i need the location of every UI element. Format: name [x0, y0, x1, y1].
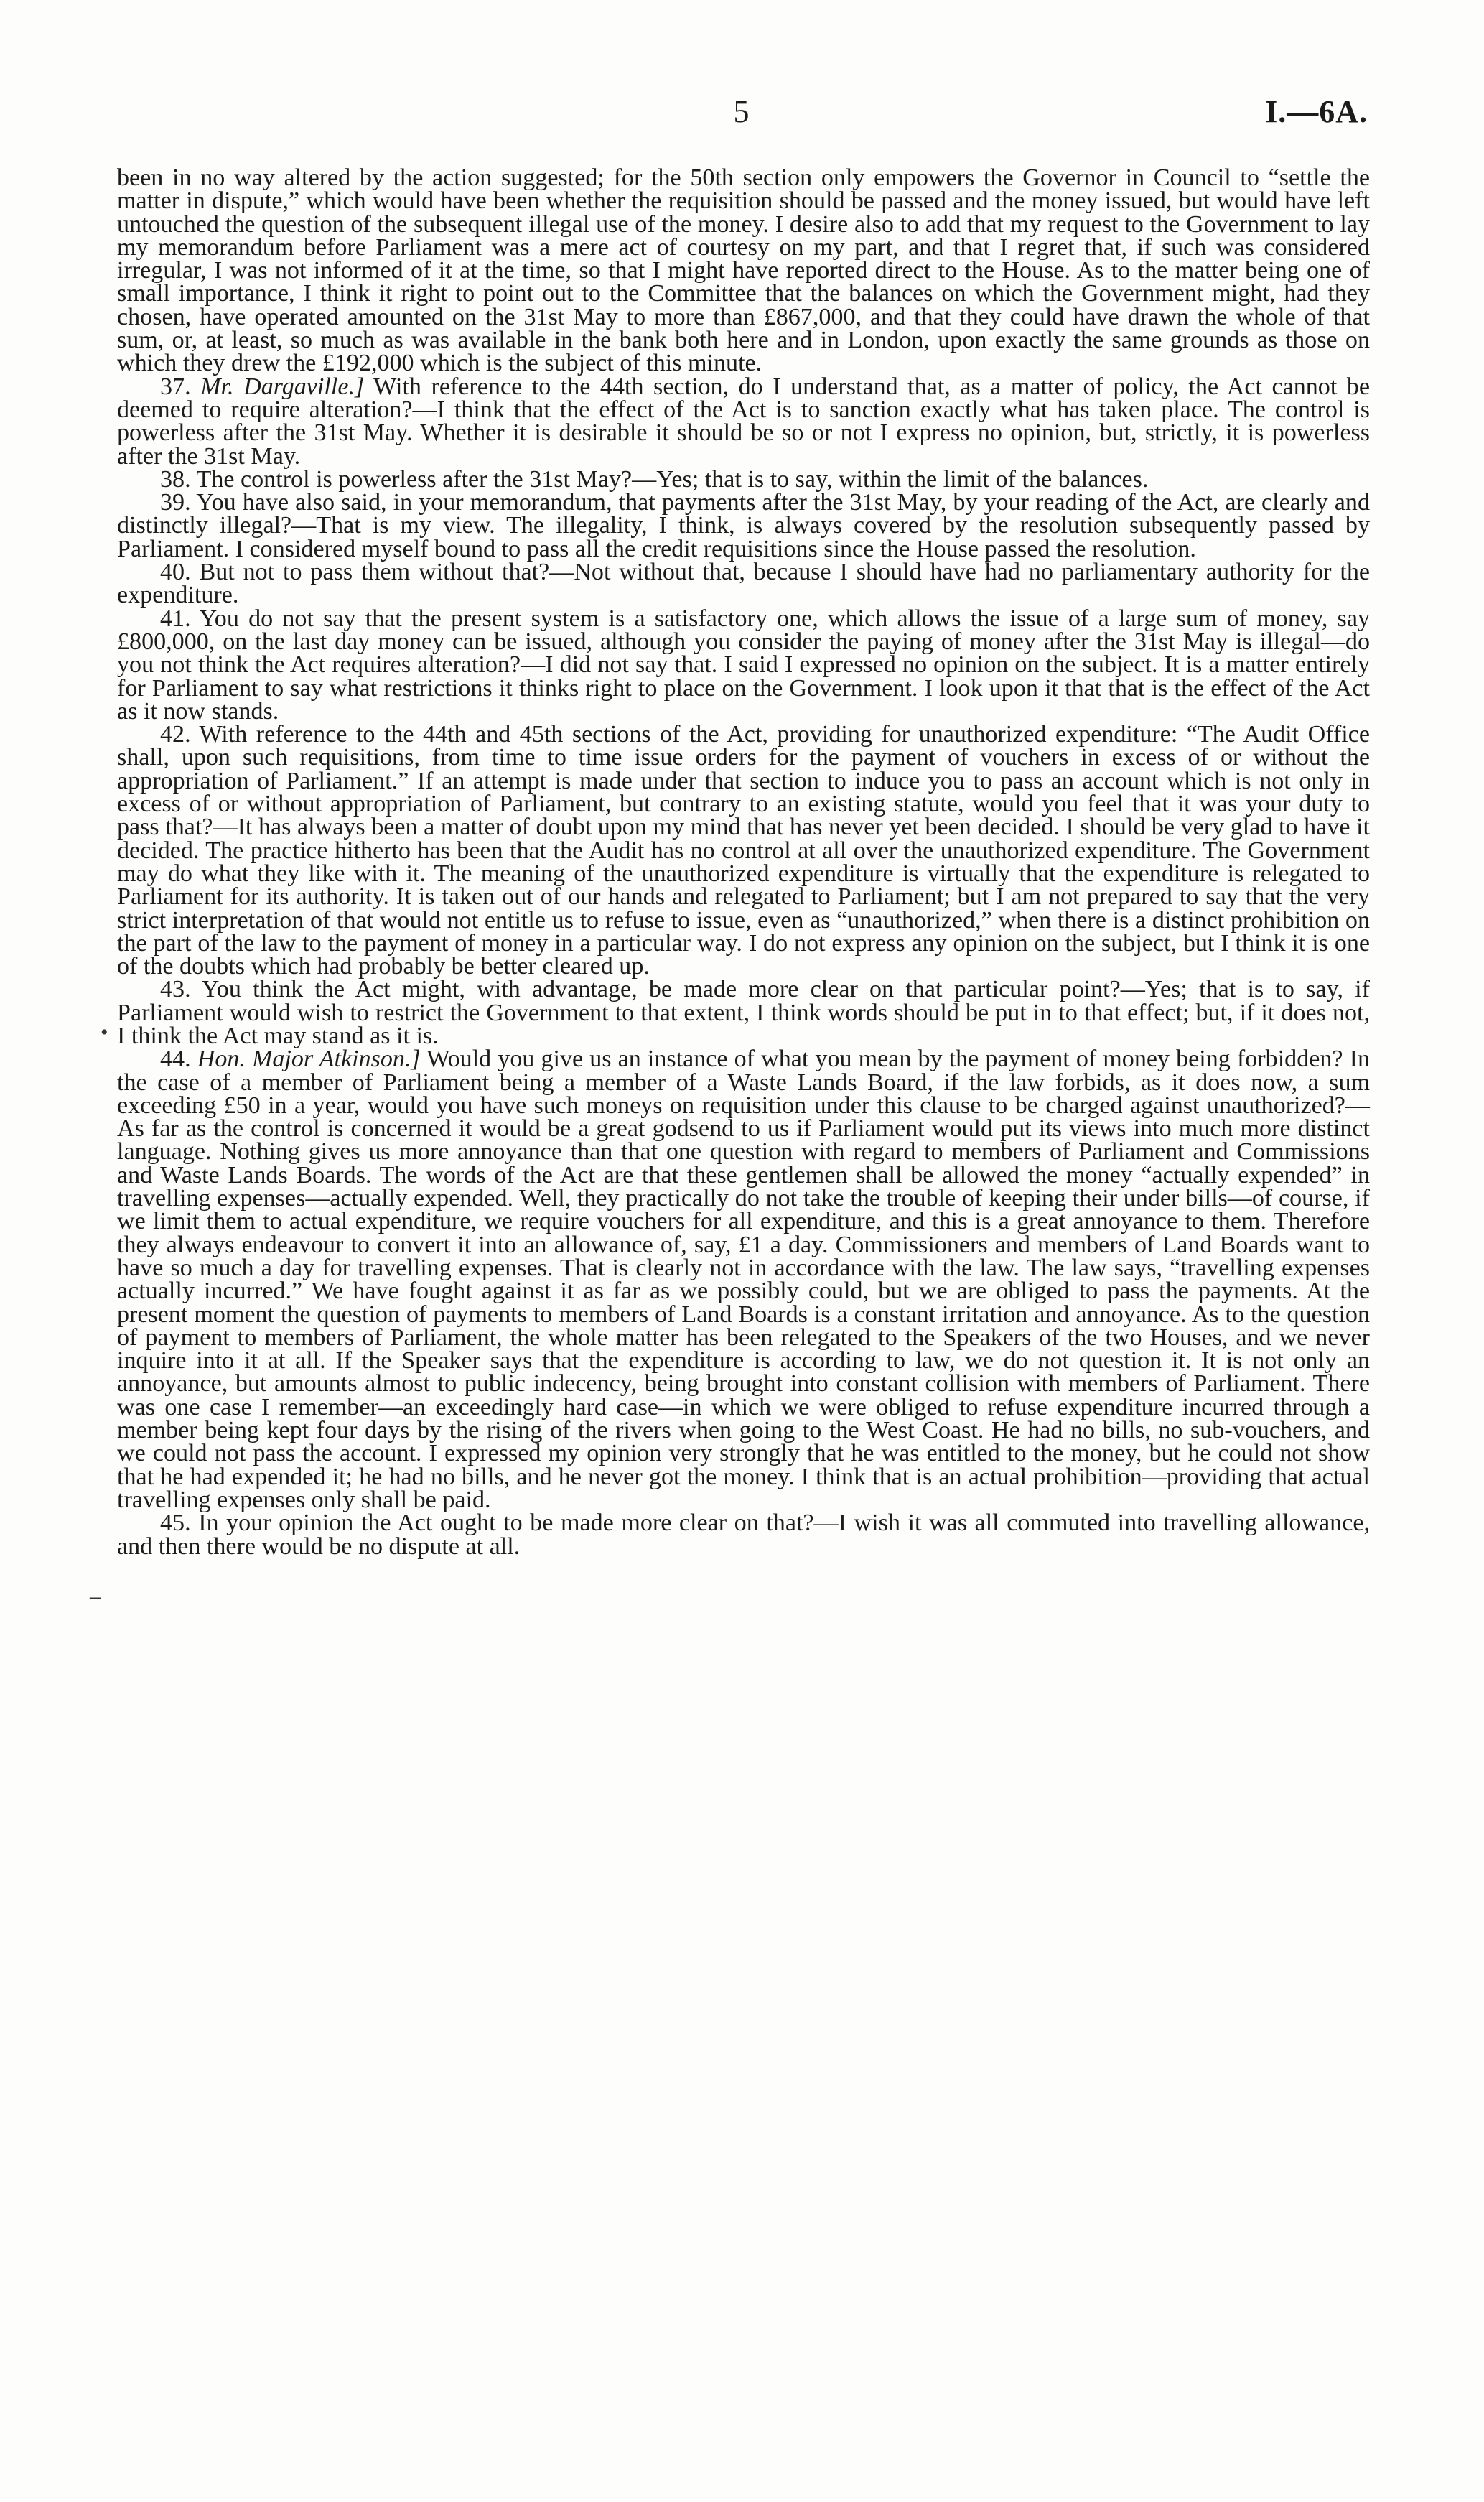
paragraph-text: You think the Act might, with advantage, be made more clear on that particular point?—Yes; that is to say, if Parliament would wish to restrict the Government to that extent, I think words should be put in to that effect; but, if it does not, I think the Act may stand as it is. — [117, 976, 1370, 1049]
paragraph-text: The control is powerless after the 31st May?—Yes; that is to say, within the limit of the balances. — [196, 465, 1149, 493]
paragraph-text: been in no way altered by the action suggested; for the 50th section only empowers the Governor in Council to “settle the matter in dispute,” which would have been whether the requisition should be passed and the money issued, but would have left untouched the question of the subsequent illegal use of the money. I desire also to add that my request to the Government to lay my memorandum before Parliament was a mere act of courtesy on my part, and that I regret that, if such was considered irregular, I was not informed of it at the time, so that I might have reported direct to the House. As to the matter being one of small importance, I think it right to point out to the Committee that the balances on which the Government might, had they chosen, have operated amounted on the 31st May to more than £867,000, and that they could have drawn the whole of that sum, or, at least, so much as was available in the bank both here and in London, upon exactly the same grounds as those on which they drew the £192,000 which is the subject of this minute. — [117, 164, 1370, 377]
paragraph-44 — [117, 1048, 1370, 1512]
document-reference: I.—6A. — [1265, 94, 1368, 129]
question-number: 39. — [160, 489, 191, 516]
speaker-name: Hon. Major Atkinson.] — [197, 1046, 421, 1073]
paragraph-42 — [117, 723, 1370, 978]
margin-dash-mark: – — [90, 1584, 101, 1608]
margin-dot-mark: • — [101, 1020, 108, 1044]
page-header — [115, 93, 1368, 136]
question-number: 44. — [160, 1046, 191, 1073]
paragraph-45 — [117, 1512, 1370, 1558]
question-number: 38. — [160, 465, 191, 493]
paragraph-text: With reference to the 44th section, do I understand that, as a matter of policy, the Act cannot be deemed to require alteration?—I think that the effect of the Act is to sanction exactly what has taken place. The control is powerless after the 31st May. Whether it is desirable it should be so or not I express no opinion, but, strictly, it is powerless after the 31st May. — [117, 373, 1370, 470]
question-number: 42. — [160, 721, 191, 748]
question-number: 43. — [160, 976, 191, 1003]
page-number: 5 — [733, 94, 750, 129]
speaker-name: Mr. Dargaville.] — [200, 373, 365, 400]
paragraph-text: You do not say that the present system is a satisfactory one, which allows the issue of a large sum of money, say £800,000, on the last day money can be issued, although you consider the paying of money after the 31st May is illegal—do you not think the Act requires alteration?—I did not say that. I said I expressed no opinion on the subject. It is a matter entirely for Parliament to say what restrictions it thinks right to place on the Government. I look upon it that that is the effect of the Act as it now stands. — [117, 605, 1370, 725]
paragraph-text: In your opinion the Act ought to be made more clear on that?—I wish it was all commuted into travelling allowance, and then there would be no dispute at all. — [117, 1510, 1370, 1560]
paragraph-38 — [117, 465, 1370, 493]
question-number: 41. — [160, 605, 191, 632]
paragraph-text: But not to pass them without that?—Not without that, because I should have had no parliamentary authority for the expenditure. — [117, 559, 1370, 609]
body-text — [117, 164, 1371, 1560]
question-number: 37. — [160, 373, 191, 400]
question-number: 40. — [160, 559, 191, 586]
paragraph-text: Would you give us an instance of what you mean by the payment of money being forbidden? In the case of a member of Parliament being a member of a Waste Lands Board, if the law forbids, as it does now, a sum exceeding £50 in a year, would you have such moneys on requisition under this clause to be charged against unauthorized?—As far as the control is concerned it would be a great godsend to us if Parliament would put its views into much more distinct language. Nothing gives us more annoyance than that one question with regard to members of Parliament and Commissions and Waste Lands Boards. The words of the Act are that these gentlemen shall be allowed the money “actually expended” in travelling expenses—actually expended. Well, they practically do not take the trouble of keeping their under bills—of course, if we limit them to actual expenditure, we require vouchers for all expenditure, and this is a great annoyance to them. Therefore they always endeavour to convert it into an allowance of, say, £1 a day. Commissioners and members of Land Boards want to have so much a day for travelling expenses. That is clearly not in accordance with the law. The law says, “travelling expenses actually incurred.” We have fought against it as far as we possibly could, but we are obliged to pass the payments. At the present moment the question of payments to members of Land Boards is a constant irritation and annoyance. As to the question of payment to members of Parliament, the whole matter has been relegated to the Speakers of the two Houses, and we never inquire into it at all. If the Speaker says that the expenditure is according to law, we do not question it. It is not only an annoyance, but amounts almost to public indecency, being brought into constant collision with members of Parliament. There was one case I remember—an exceedingly hard case—in which we were obliged to refuse expenditure incurred through a member being kept four days by the rising of the rivers when going to the West Coast. He had no bills, no sub-vouchers, and we could not pass the account. I expressed my opinion very strongly that he was entitled to the money, but he could not show that he had expended it; he had no bills, and he never got the money. I think that is an actual prohibition—providing that actual travelling expenses only shall be paid. — [117, 1046, 1371, 1513]
paragraph-text: With reference to the 44th and 45th sections of the Act, providing for unauthorized expenditure: “The Audit Office shall, upon such requisitions, from time to time issue orders for the payment of vouchers in excess of or without the appropriation of Parliament.” If an attempt is made under that section to induce you to pass an account which is not only in excess of or without appropriation of Parliament, but contrary to an existing statute, would you feel that it was your duty to pass that?—It has always been a matter of doubt upon my mind that has never yet been decided. I should be very glad to have it decided. The practice hitherto has been that the Audit has no control at all over the unauthorized expenditure. The Government may do what they like with it. The meaning of the unauthorized expenditure is virtually that the expenditure is relegated to Parliament for its authority. It is taken out of our hands and relegated to Parliament; but I am not prepared to say that the very strict interpretation of that would not entitle us to refuse to issue, even as “unauthorized,” when there is a distinct prohibition on the part of the law to the payment of money in a particular way. I do not express any opinion on the subject, but I think it is one of the doubts which had probably be better cleared up. — [117, 721, 1371, 980]
paragraph-41 — [117, 605, 1370, 725]
paragraph-39 — [117, 491, 1370, 561]
paragraph-text: You have also said, in your memorandum, that payments after the 31st May, by your reading of the Act, are clearly and distinctly illegal?—That is my view. The illegality, I think, is always covered by the resolution subsequently passed by Parliament. I considered myself bound to pass all the credit requisitions since the House passed the resolution. — [117, 489, 1370, 562]
question-number: 45. — [160, 1510, 191, 1537]
paragraph-37 — [117, 373, 1370, 470]
paragraph-43 — [117, 978, 1370, 1048]
paragraph-continuation — [117, 164, 1370, 377]
paragraph-40 — [117, 561, 1370, 608]
